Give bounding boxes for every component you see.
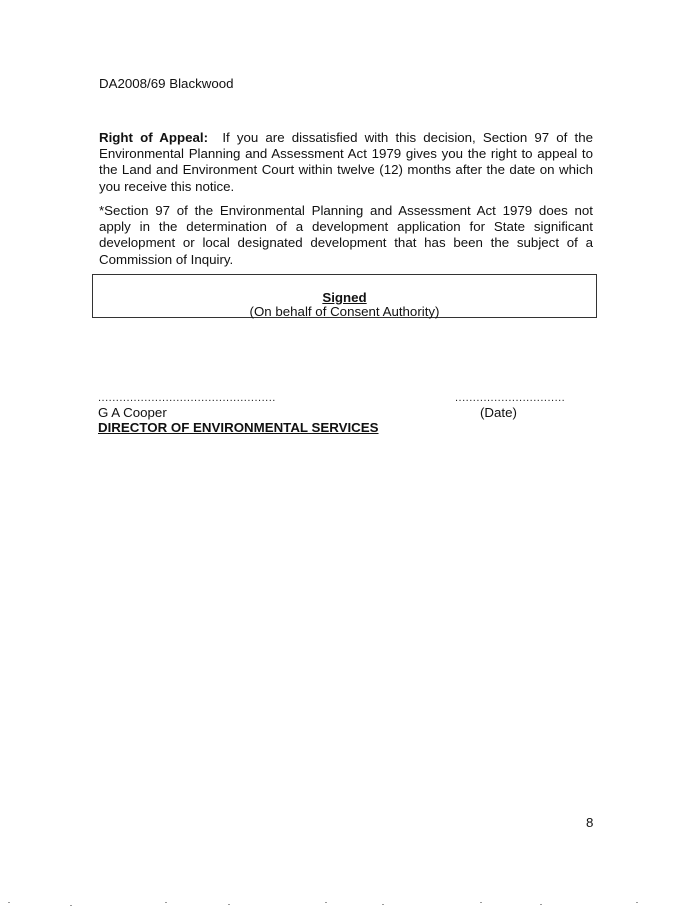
scan-speck [382,904,384,905]
signed-box [92,274,597,318]
scan-speck [165,902,167,903]
page-number: 8 [586,815,594,830]
date-line: ............................... [455,392,566,404]
scan-speck [70,905,72,906]
appeal-body: If you are dissatisfied with this decision, Section 97 of the Environmental Planning and Assessment Act 1979 gives you the right to appeal to the Land and Environment Court within twelve (12) months after the date on which you receive this notice. [99,130,593,194]
signer-title: DIRECTOR OF ENVIRONMENTAL SERVICES [98,420,379,435]
scan-speck [636,902,638,903]
scan-speck [480,902,482,903]
signer-name: G A Cooper [98,405,167,420]
signed-title: Signed [322,290,367,305]
signed-subtitle: (On behalf of Consent Authority) [249,304,440,319]
reference-number: DA2008/69 Blackwood [99,76,234,91]
date-label: (Date) [480,405,517,420]
section-97-note: *Section 97 of the Environmental Planning and Assessment Act 1979 does not apply in the determination of a development application for State significant development or local designated development that has been the subject of a Commission of Inquiry. [99,203,593,267]
scan-speck [228,904,230,905]
appeal-heading: Right of Appeal: [99,130,209,145]
scan-speck [325,902,327,903]
right-of-appeal-paragraph [99,130,593,195]
scan-speck [540,904,542,905]
signature-line: .................................................. [98,392,276,404]
scan-speck [8,902,10,903]
